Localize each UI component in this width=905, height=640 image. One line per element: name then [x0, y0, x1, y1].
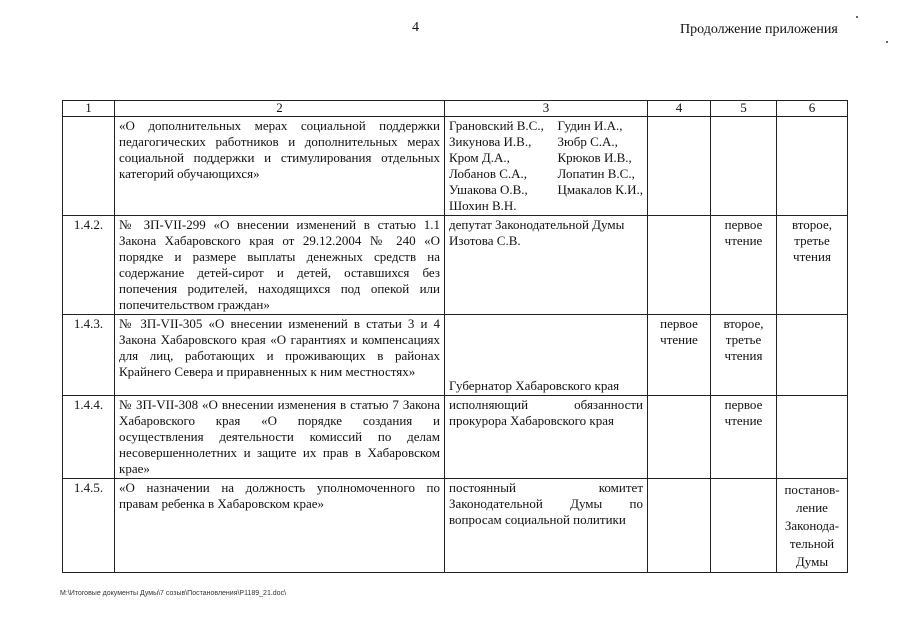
- file-path-footer: M:\Итоговые документы Думы\7 созыв\Постановления\P1189_21.doc\: [60, 590, 287, 597]
- table-row: [63, 216, 848, 315]
- initiator: исполняющий обязанности прокурора Хабаровского края: [445, 396, 648, 479]
- table-row: [63, 396, 848, 479]
- stage-col4: первое чтение: [648, 315, 711, 396]
- initiator-name: Зюбр С.А.,: [557, 134, 618, 149]
- stage-col4: [648, 479, 711, 573]
- stage-col4: [648, 396, 711, 479]
- stage-col5: первое чтение: [711, 216, 777, 315]
- item-number: 1.4.3.: [63, 315, 115, 396]
- table-row: [63, 479, 848, 573]
- agenda-table: [62, 100, 848, 573]
- initiator: постоянный комитет Законодательной Думы по вопросам социальной политики: [445, 479, 648, 573]
- initiator-name: Шохин В.Н.: [449, 198, 517, 213]
- item-number: 1.4.5.: [63, 479, 115, 573]
- initiator-cell: [445, 315, 648, 396]
- column-header: 6: [777, 101, 848, 117]
- column-number-row: [63, 101, 848, 117]
- initiator-name: Грановский В.С.,: [449, 118, 544, 133]
- initiator-name: Гудин И.А.,: [557, 118, 623, 133]
- page-number: 4: [412, 20, 419, 35]
- initiator: Губернатор Хабаровского края: [449, 378, 620, 393]
- scan-speck: [886, 41, 888, 43]
- stage-col6: постанов-ление Законода-тельной Думы: [777, 479, 848, 573]
- initiator-name: Лопатин В.С.,: [557, 166, 635, 181]
- initiator-name: Кром Д.А.,: [449, 150, 510, 165]
- item-number: 1.4.4.: [63, 396, 115, 479]
- initiator-name: Ушакова О.В.,: [449, 182, 528, 197]
- table-row: [63, 315, 848, 396]
- table-row: [63, 117, 848, 216]
- bill-title: № ЗП-VII-308 «О внесении изменения в статью 7 Закона Хабаровского края «О порядке создания и осуществления деятельности комиссий по делам несовершеннолетних и защите их прав в Хабаровском крае»: [115, 396, 445, 479]
- stage-col6: [777, 396, 848, 479]
- stage-col5: первое чтение: [711, 396, 777, 479]
- continuation-header: Продолжение приложения: [680, 22, 838, 37]
- initiator-name: Цмакалов К.И.,: [557, 182, 643, 197]
- bill-title: «О дополнительных мерах социальной поддержки педагогических работников и дополнительных мерах социальной поддержки и стимулирования отдельных категорий обучающихся»: [115, 117, 445, 216]
- column-header: 4: [648, 101, 711, 117]
- stage-col5: [711, 117, 777, 216]
- initiators-cell: [445, 117, 648, 216]
- item-number: [63, 117, 115, 216]
- column-header: 2: [115, 101, 445, 117]
- stage-col6: [777, 315, 848, 396]
- initiator: депутат Законодательной Думы Изотова С.В.: [445, 216, 648, 315]
- stage-col5: [711, 479, 777, 573]
- column-header: 5: [711, 101, 777, 117]
- scan-speck: [856, 16, 858, 18]
- column-header: 1: [63, 101, 115, 117]
- stage-col4: [648, 216, 711, 315]
- stage-col5: второе, третье чтения: [711, 315, 777, 396]
- bill-title: № ЗП-VII-305 «О внесении изменений в статьи 3 и 4 Закона Хабаровского края «О гарантиях и компенсациях для лиц, работающих и проживающих в районах Крайнего Севера и приравненных к ним местностях»: [115, 315, 445, 396]
- item-number: 1.4.2.: [63, 216, 115, 315]
- stage-col4: [648, 117, 711, 216]
- stage-col6: [777, 117, 848, 216]
- column-header: 3: [445, 101, 648, 117]
- bill-title: № ЗП-VII-299 «О внесении изменений в статью 1.1 Закона Хабаровского края от 29.12.2004 № 240 «О порядке и размере выплаты денежных средств на содержание детей-сирот и детей, оставшихся без попечения родителей, находящихся под опекой или попечительством граждан»: [115, 216, 445, 315]
- initiator-name: [558, 198, 643, 214]
- initiator-name: Лобанов С.А.,: [449, 166, 528, 181]
- initiator-name: Крюков И.В.,: [557, 150, 632, 165]
- initiator-name: Зикунова И.В.,: [449, 134, 532, 149]
- bill-title: «О назначении на должность уполномоченного по правам ребенка в Хабаровском крае»: [115, 479, 445, 573]
- stage-col6: второе, третье чтения: [777, 216, 848, 315]
